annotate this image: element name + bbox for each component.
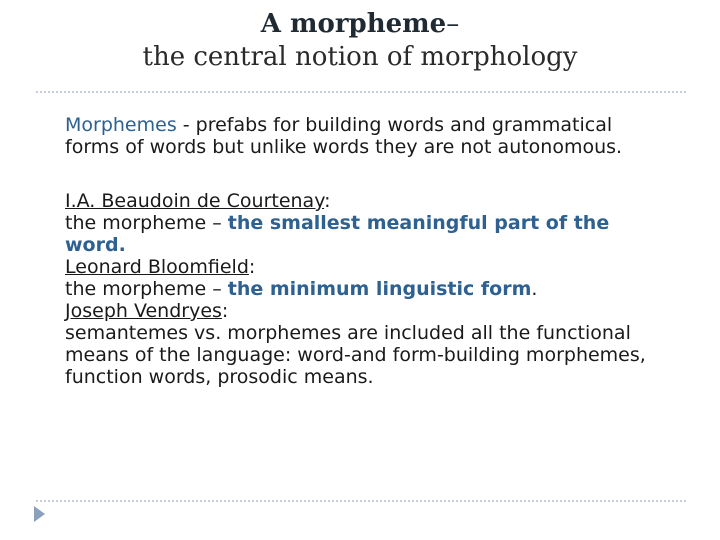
bottom-divider bbox=[36, 500, 686, 502]
intro-term: Morphemes bbox=[65, 114, 177, 136]
title-main: A morpheme bbox=[260, 9, 447, 39]
definition-suffix: . bbox=[531, 278, 538, 300]
author-courtenay: I.A. Beaudoin de Courtenay bbox=[65, 190, 325, 212]
intro-paragraph bbox=[65, 114, 665, 158]
intro-text: - prefabs for building words and grammatical forms of words but unlike words they are not autonomous. bbox=[65, 114, 623, 158]
definition-prefix: the morpheme – bbox=[65, 212, 228, 234]
title-main-line bbox=[0, 8, 720, 40]
definition-highlight: the smallest meaningful part of the word. bbox=[65, 212, 610, 256]
title-subtitle: the central notion of morphology bbox=[142, 42, 578, 72]
top-divider bbox=[36, 91, 686, 93]
definition-row bbox=[65, 212, 665, 256]
author-colon: : bbox=[248, 256, 256, 278]
definition-text: semantemes vs. morphemes are included all the functional means of the language: word-and form-building morphemes, function words, prosodic means. bbox=[65, 322, 646, 388]
author-vendryes: Joseph Vendryes bbox=[65, 300, 222, 322]
definition-author-row bbox=[65, 190, 665, 212]
definition-prefix: the morpheme – bbox=[65, 278, 228, 300]
definition-author-row bbox=[65, 300, 665, 322]
author-colon: : bbox=[324, 190, 331, 212]
title-dash: – bbox=[446, 9, 460, 39]
slide-title bbox=[0, 8, 720, 74]
definition-highlight: the minimum linguistic form bbox=[227, 278, 532, 300]
definition-row bbox=[65, 278, 665, 300]
triangle-bullet-icon bbox=[34, 506, 45, 522]
definition-author-row bbox=[65, 256, 665, 278]
paragraph-gap bbox=[65, 158, 665, 190]
slide-content bbox=[65, 114, 665, 388]
author-bloomfield: Leonard Bloomfield bbox=[65, 256, 249, 278]
author-colon: : bbox=[221, 300, 229, 322]
